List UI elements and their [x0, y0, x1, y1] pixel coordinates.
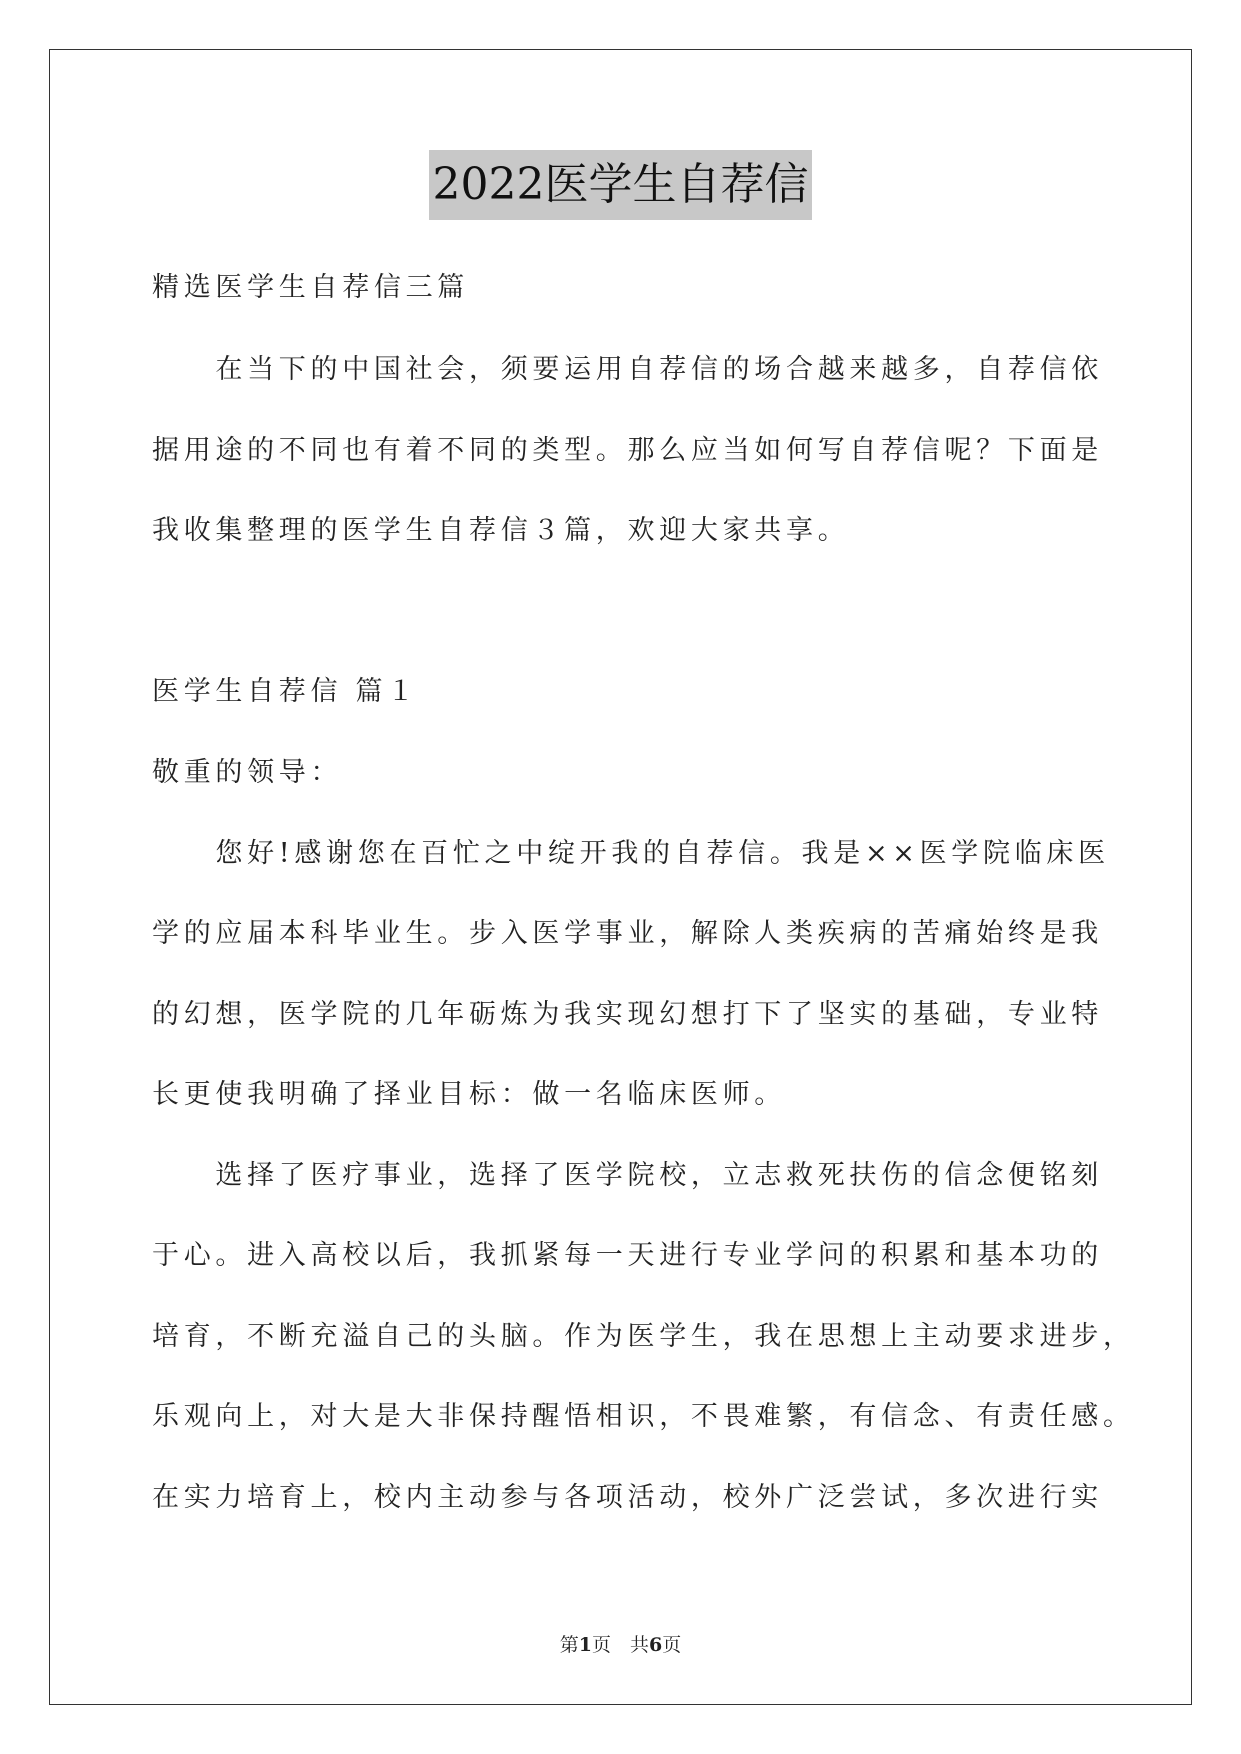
footer-page-suffix: 页: [662, 1634, 682, 1656]
intro-line: 据用途的不同也有着不同的类型。那么应当如何写自荐信呢？下面是: [152, 435, 1103, 466]
body-line: 培育，不断充溢自己的头脑。作为医学生，我在思想上主动要求进步，: [152, 1321, 1135, 1352]
document-subtitle: 精选医学生自荐信三篇: [152, 272, 469, 303]
body-line: 的幻想，医学院的几年砺炼为我实现幻想打下了坚实的基础，专业特: [152, 999, 1103, 1030]
salutation: 敬重的领导：: [152, 757, 343, 788]
body-line: 选择了医疗事业，选择了医学院校，立志救死扶伤的信念便铭刻: [152, 1160, 1103, 1191]
title-container: [0, 150, 1241, 220]
section-heading: 医学生自荐信 篇１: [152, 676, 419, 707]
body-line: 您好!感谢您在百忙之中绽开我的自荐信。我是××医学院临床医: [152, 838, 1110, 869]
intro-line: 我收集整理的医学生自荐信３篇，欢迎大家共享。: [152, 515, 850, 546]
body-line: 长更使我明确了择业目标：做一名临床医师。: [152, 1079, 786, 1110]
document-title: 2022医学生自荐信: [429, 150, 813, 220]
body-line: 在实力培育上，校内主动参与各项活动，校外广泛尝试，多次进行实: [152, 1482, 1103, 1513]
footer-page-current: 1: [578, 1634, 592, 1656]
footer-page-total: 6: [649, 1634, 663, 1656]
body-line: 学的应届本科毕业生。步入医学事业，解除人类疾病的苦痛始终是我: [152, 918, 1103, 949]
intro-line: 在当下的中国社会，须要运用自荐信的场合越来越多，自荐信依: [152, 354, 1103, 385]
footer-page-prefix: 第: [559, 1634, 579, 1656]
body-line: 于心。进入高校以后，我抓紧每一天进行专业学问的积累和基本功的: [152, 1240, 1103, 1271]
footer-page-mid: 页 共: [591, 1634, 649, 1656]
page-footer: [0, 1630, 1241, 1657]
body-line: 乐观向上，对大是大非保持醒悟相识，不畏难繁，有信念、有责任感。: [152, 1401, 1135, 1432]
